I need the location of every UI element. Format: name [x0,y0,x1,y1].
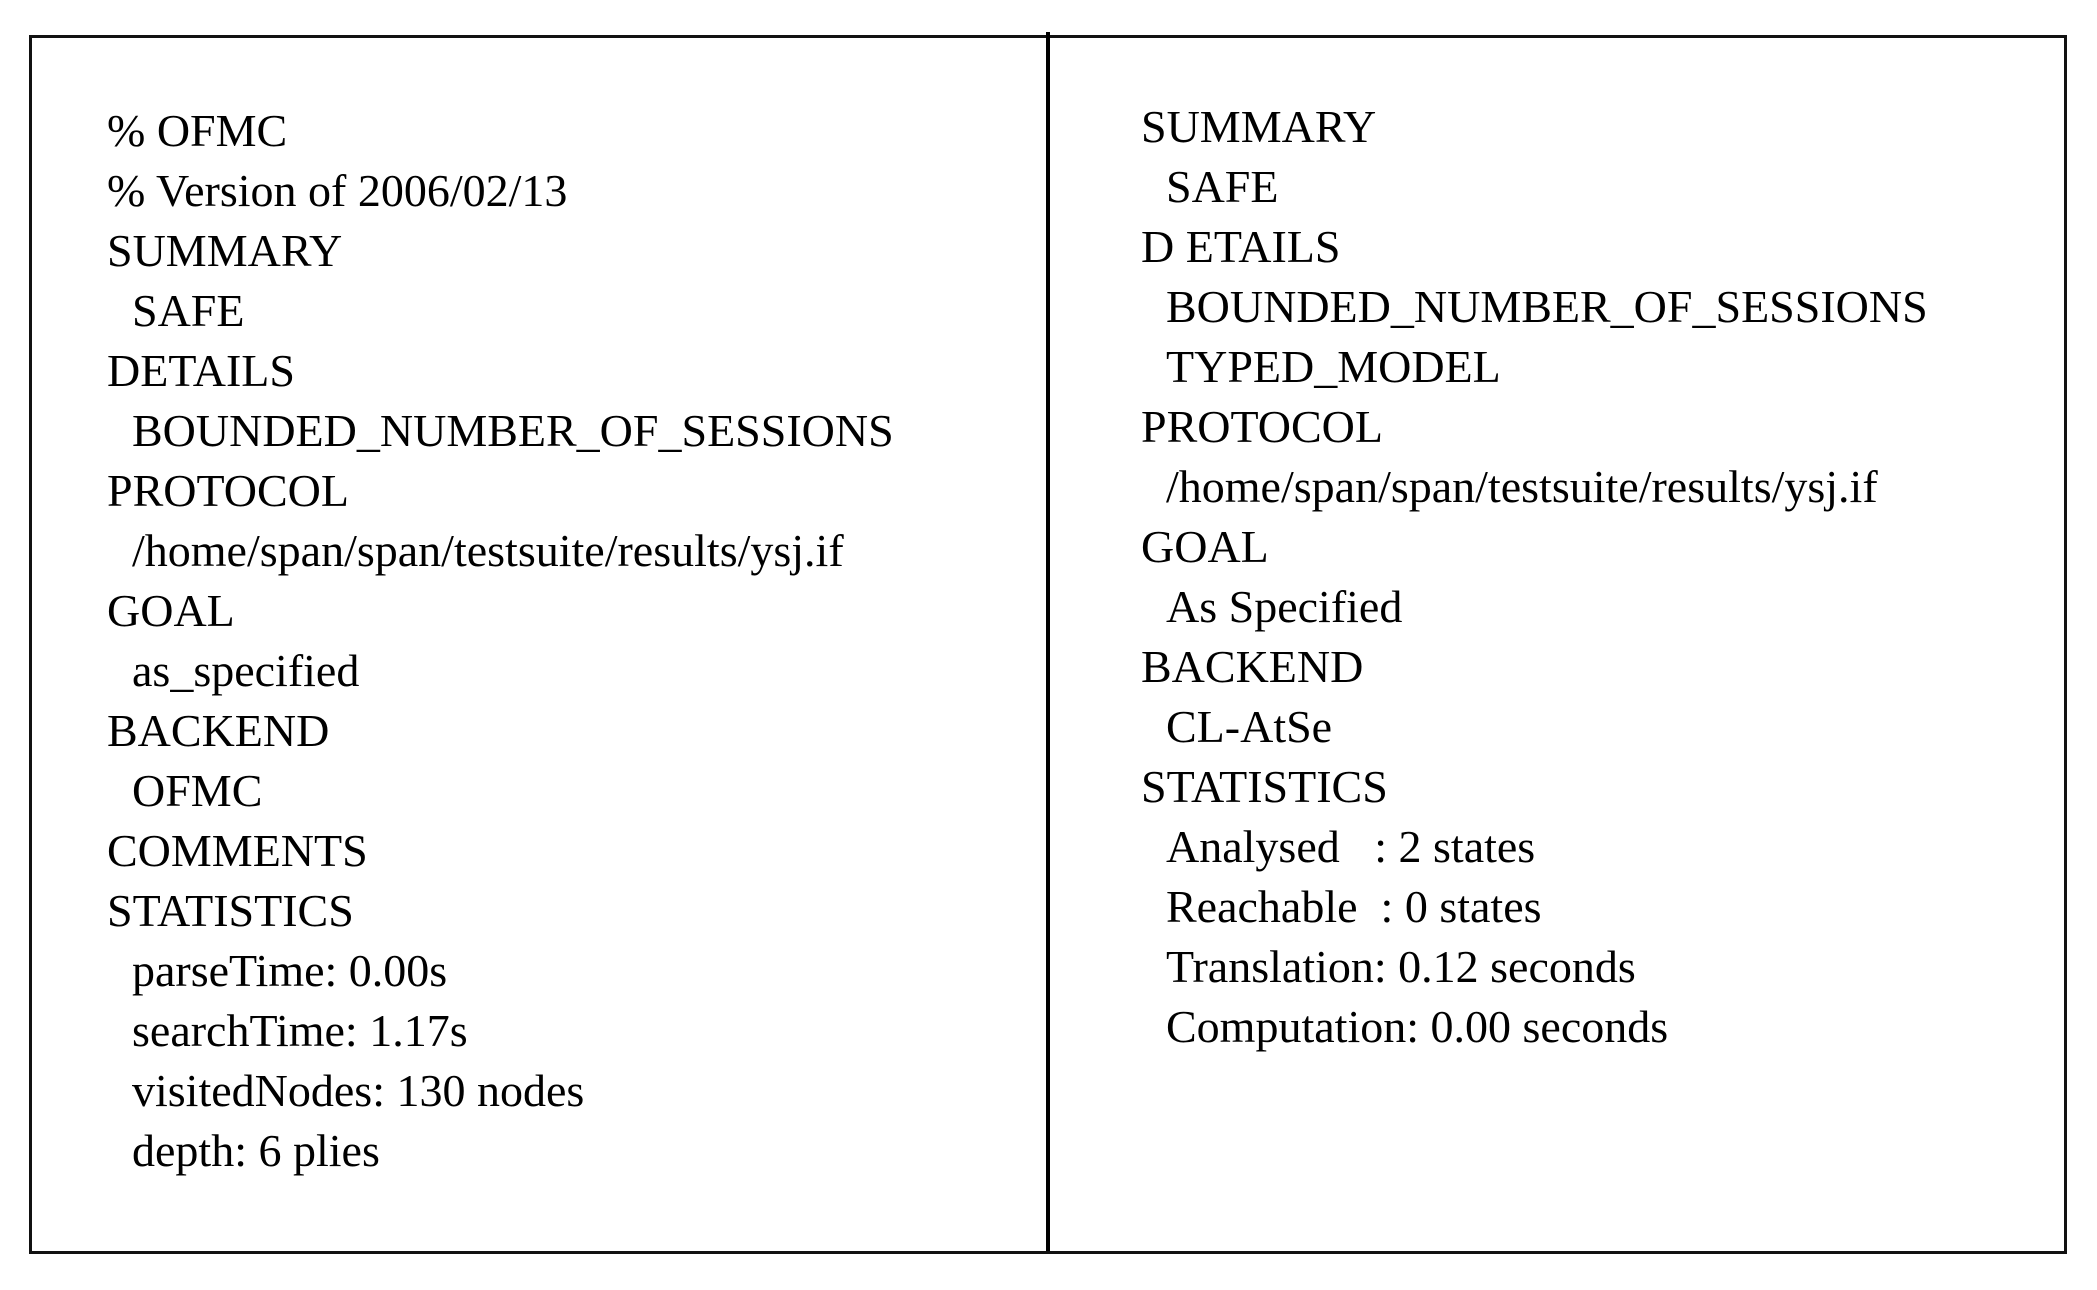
stat-analysed: Analysed : 2 states [1166,821,1536,872]
comments-heading: COMMENTS [107,825,368,876]
protocol-path: /home/span/span/testsuite/results/ysj.if [1166,461,1878,512]
goal-heading: GOAL [107,585,235,636]
stat-search-time: searchTime: 1.17s [132,1005,468,1056]
stat-translation: Translation: 0.12 seconds [1166,941,1636,992]
stat-depth: depth: 6 plies [132,1125,380,1176]
backend-value: CL-AtSe [1166,701,1333,752]
details-heading: DETAILS [107,345,295,396]
details-value-model: TYPED_MODEL [1166,341,1501,392]
summary-value: SAFE [132,285,245,336]
column-divider [1046,32,1050,1251]
stat-parse-time: parseTime: 0.00s [132,945,448,996]
details-value: BOUNDED_NUMBER_OF_SESSIONS [132,405,894,456]
ofmc-output-panel [107,101,894,1181]
goal-value: as_specified [132,645,360,696]
goal-value: As Specified [1166,581,1403,632]
stat-reachable: Reachable : 0 states [1166,881,1542,932]
summary-heading: SUMMARY [107,225,343,276]
protocol-heading: PROTOCOL [1141,401,1383,452]
backend-value: OFMC [132,765,263,816]
clatse-output-panel [1141,97,1928,1057]
backend-heading: BACKEND [1141,641,1364,692]
summary-heading: SUMMARY [1141,101,1377,152]
protocol-heading: PROTOCOL [107,465,349,516]
stat-computation: Computation: 0.00 seconds [1166,1001,1669,1052]
summary-value: SAFE [1166,161,1279,212]
stat-visited-nodes: visitedNodes: 130 nodes [132,1065,585,1116]
backend-heading: BACKEND [107,705,330,756]
details-heading: D ETAILS [1141,221,1341,272]
statistics-heading: STATISTICS [1141,761,1388,812]
protocol-path: /home/span/span/testsuite/results/ysj.if [132,525,844,576]
goal-heading: GOAL [1141,521,1269,572]
statistics-heading: STATISTICS [107,885,354,936]
ofmc-version-line: % Version of 2006/02/13 [107,165,568,216]
details-value-sessions: BOUNDED_NUMBER_OF_SESSIONS [1166,281,1928,332]
ofmc-header-line: % OFMC [107,105,288,156]
